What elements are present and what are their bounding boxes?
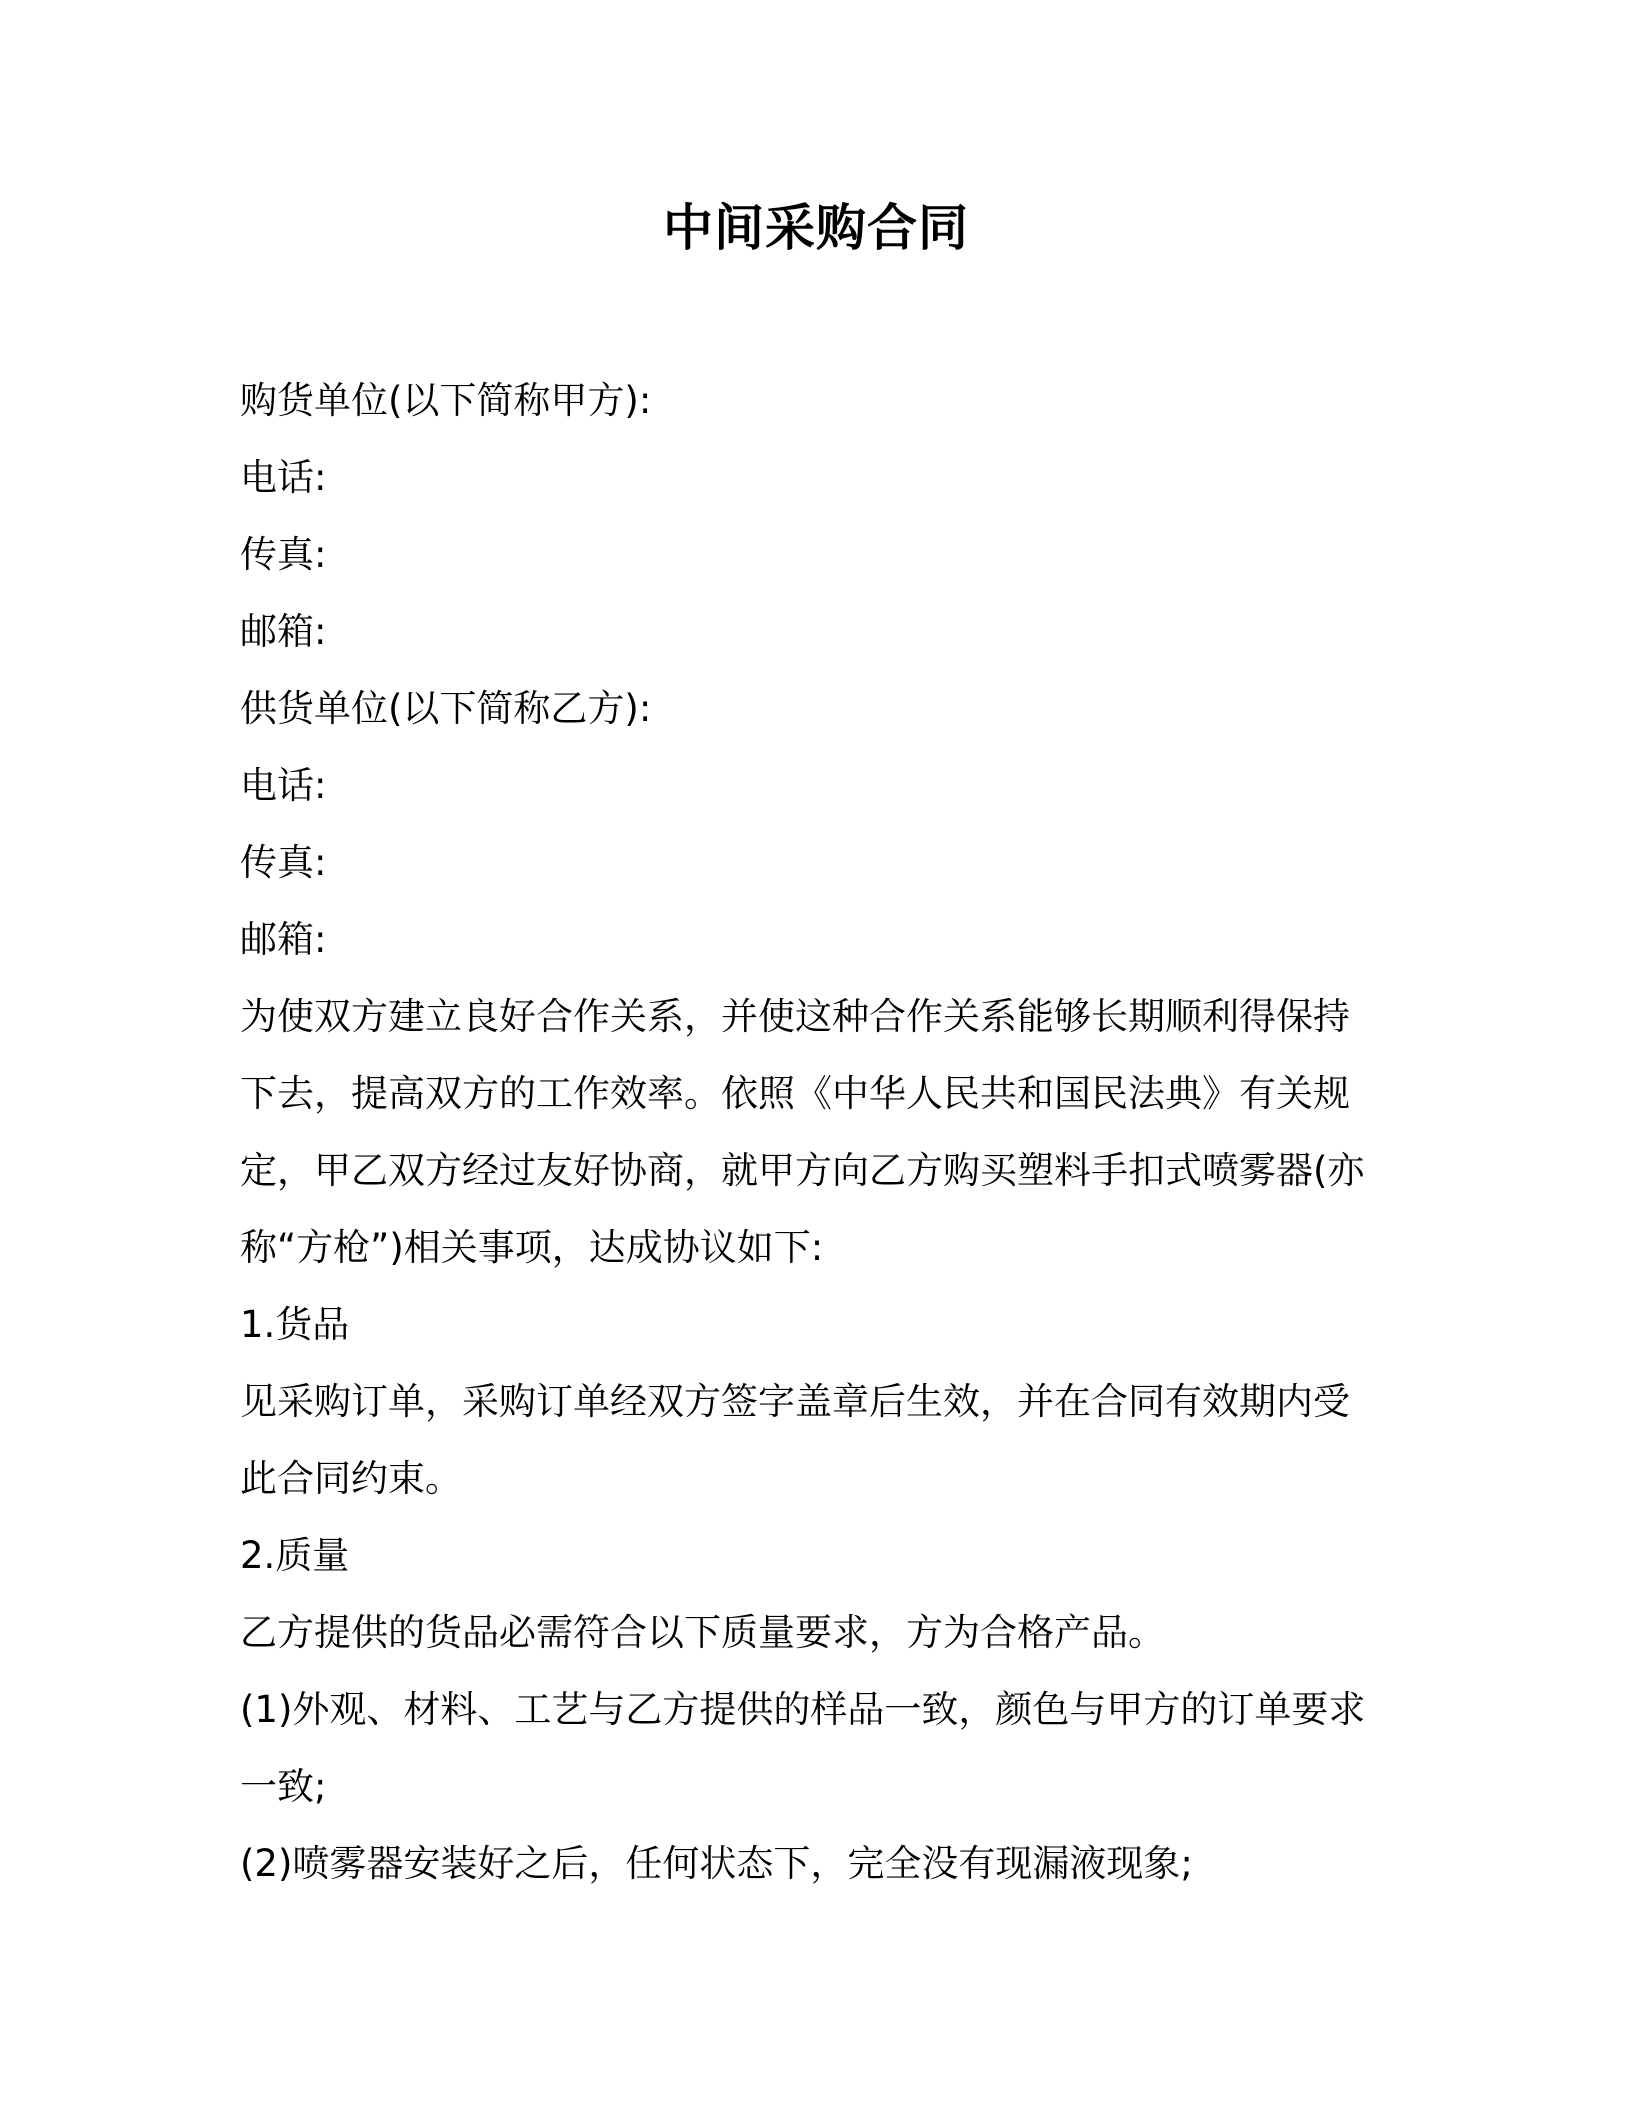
party-a-name-label: 购货单位(以下简称甲方): [240,379,652,422]
preamble-line: 定，甲乙双方经过友好协商，就甲方向乙方购买塑料手扣式喷雾器(亦 [240,1149,1365,1192]
preamble-line: 称“方枪”)相关事项，达成协议如下: [240,1226,824,1269]
section2-item1-line: 一致; [240,1765,327,1808]
party-b-name-label: 供货单位(以下简称乙方): [240,687,652,730]
section1-text-line: 此合同约束。 [240,1457,462,1500]
preamble-line: 下去，提高双方的工作效率。依照《中华人民共和国民法典》有关规 [240,1072,1350,1115]
party-b-fax-label: 传真: [240,841,327,884]
document-body [240,362,1380,1902]
document-title: 中间采购合同 [663,199,969,257]
section1-heading: 1.货品 [240,1303,350,1346]
section2-heading: 2.质量 [240,1534,350,1577]
section2-item1-line: (1)外观、材料、工艺与乙方提供的样品一致，颜色与甲方的订单要求 [240,1688,1366,1731]
party-b-phone-label: 电话: [240,764,327,807]
party-b-email-label: 邮箱: [240,918,327,961]
section2-intro: 乙方提供的货品必需符合以下质量要求，方为合格产品。 [240,1611,1165,1654]
section2-item2: (2)喷雾器安装好之后，任何状态下，完全没有现漏液现象; [240,1842,1193,1885]
party-a-email-label: 邮箱: [240,610,327,653]
party-a-phone-label: 电话: [240,456,327,499]
preamble-line: 为使双方建立良好合作关系，并使这种合作关系能够长期顺利得保持 [240,995,1350,1038]
section1-text-line: 见采购订单，采购订单经双方签字盖章后生效，并在合同有效期内受 [240,1380,1350,1423]
party-a-fax-label: 传真: [240,533,327,576]
